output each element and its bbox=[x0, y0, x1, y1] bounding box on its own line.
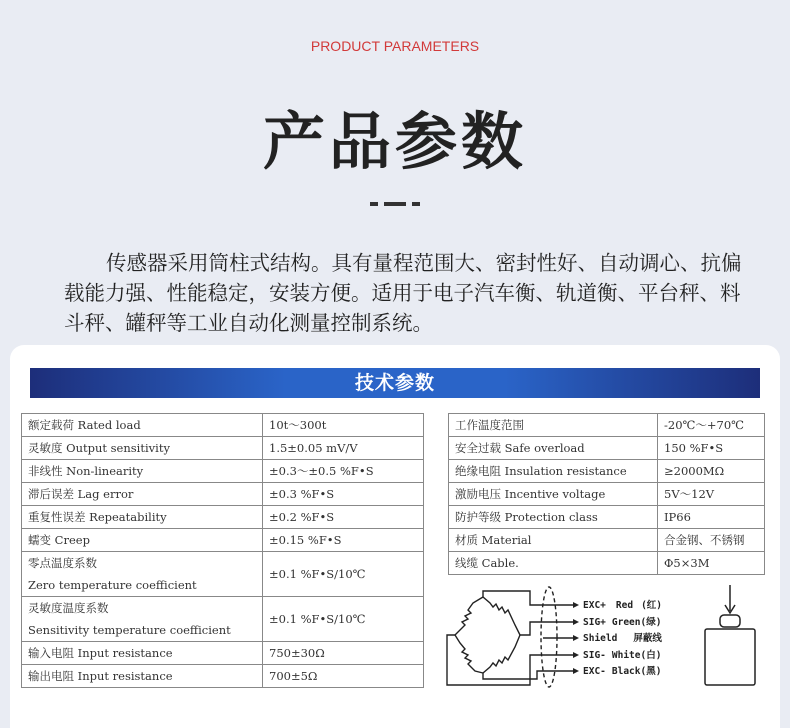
specs-table-right bbox=[448, 413, 765, 575]
table-row: 灵敏度温度系数 Sensitivity temperature coefficient ±0.1 %F•S/10℃ bbox=[22, 597, 424, 642]
table-row: 灵敏度 Output sensitivity 1.5±0.05 mV/V bbox=[22, 437, 424, 460]
table-row: 工作温度范围 -20℃～+70℃ bbox=[449, 414, 765, 437]
wiring-diagram bbox=[445, 585, 675, 695]
table-row: 激励电压 Incentive voltage 5V～12V bbox=[449, 483, 765, 506]
table-row: 输出电阻 Input resistance 700±5Ω bbox=[22, 665, 424, 688]
table-row: 输入电阻 Input resistance 750±30Ω bbox=[22, 642, 424, 665]
table-row: 滞后误差 Lag error ±0.3 %F•S bbox=[22, 483, 424, 506]
svg-text:SIG+Green(绿): SIG+ Green(绿) bbox=[583, 617, 662, 628]
table-row: 额定载荷 Rated load 10t～300t bbox=[22, 414, 424, 437]
specs-table-left bbox=[21, 413, 424, 688]
specs-banner: 技术参数 bbox=[30, 368, 760, 398]
table-row: 绝缘电阻 Insulation resistance ≥2000MΩ bbox=[449, 460, 765, 483]
intro-paragraph: 传感器采用筒柱式结构。具有量程范围大、密封性好、自动调心、抗偏载能力强、性能稳定，安装方便。适用于电子汽车衡、轨道衡、平台秤、料斗秤、罐秤等工业自动化测量控制系统。 bbox=[64, 251, 742, 335]
svg-text:EXC-Black(黑): EXC- Black(黑) bbox=[583, 666, 662, 677]
table-row: 蠕变 Creep ±0.15 %F•S bbox=[22, 529, 424, 552]
svg-text:SIG-White(白): SIG- White(白) bbox=[583, 650, 662, 661]
table-row: 防护等级 Protection class IP66 bbox=[449, 506, 765, 529]
table-row: 安全过载 Safe overload 150 %F•S bbox=[449, 437, 765, 460]
title-divider bbox=[370, 202, 420, 206]
table-row: 非线性 Non-linearity ±0.3～±0.5 %F•S bbox=[22, 460, 424, 483]
table-row: 线缆 Cable. Φ5×3M bbox=[449, 552, 765, 575]
subtitle-en: PRODUCT PARAMETERS bbox=[310, 38, 480, 54]
table-row: 重复性误差 Repeatability ±0.2 %F•S bbox=[22, 506, 424, 529]
svg-text:EXC+Red(红): EXC+ Red (红) bbox=[583, 600, 663, 611]
table-row: 材质 Material 合金钢、不锈钢 bbox=[449, 529, 765, 552]
table-row: 零点温度系数 Zero temperature coefficient ±0.1 %F•S/10℃ bbox=[22, 552, 424, 597]
page-title: 产品参数 bbox=[262, 105, 527, 178]
svg-text:Shield屏蔽线: Shield 屏蔽线 bbox=[583, 633, 662, 644]
load-cell-icon bbox=[700, 583, 760, 693]
